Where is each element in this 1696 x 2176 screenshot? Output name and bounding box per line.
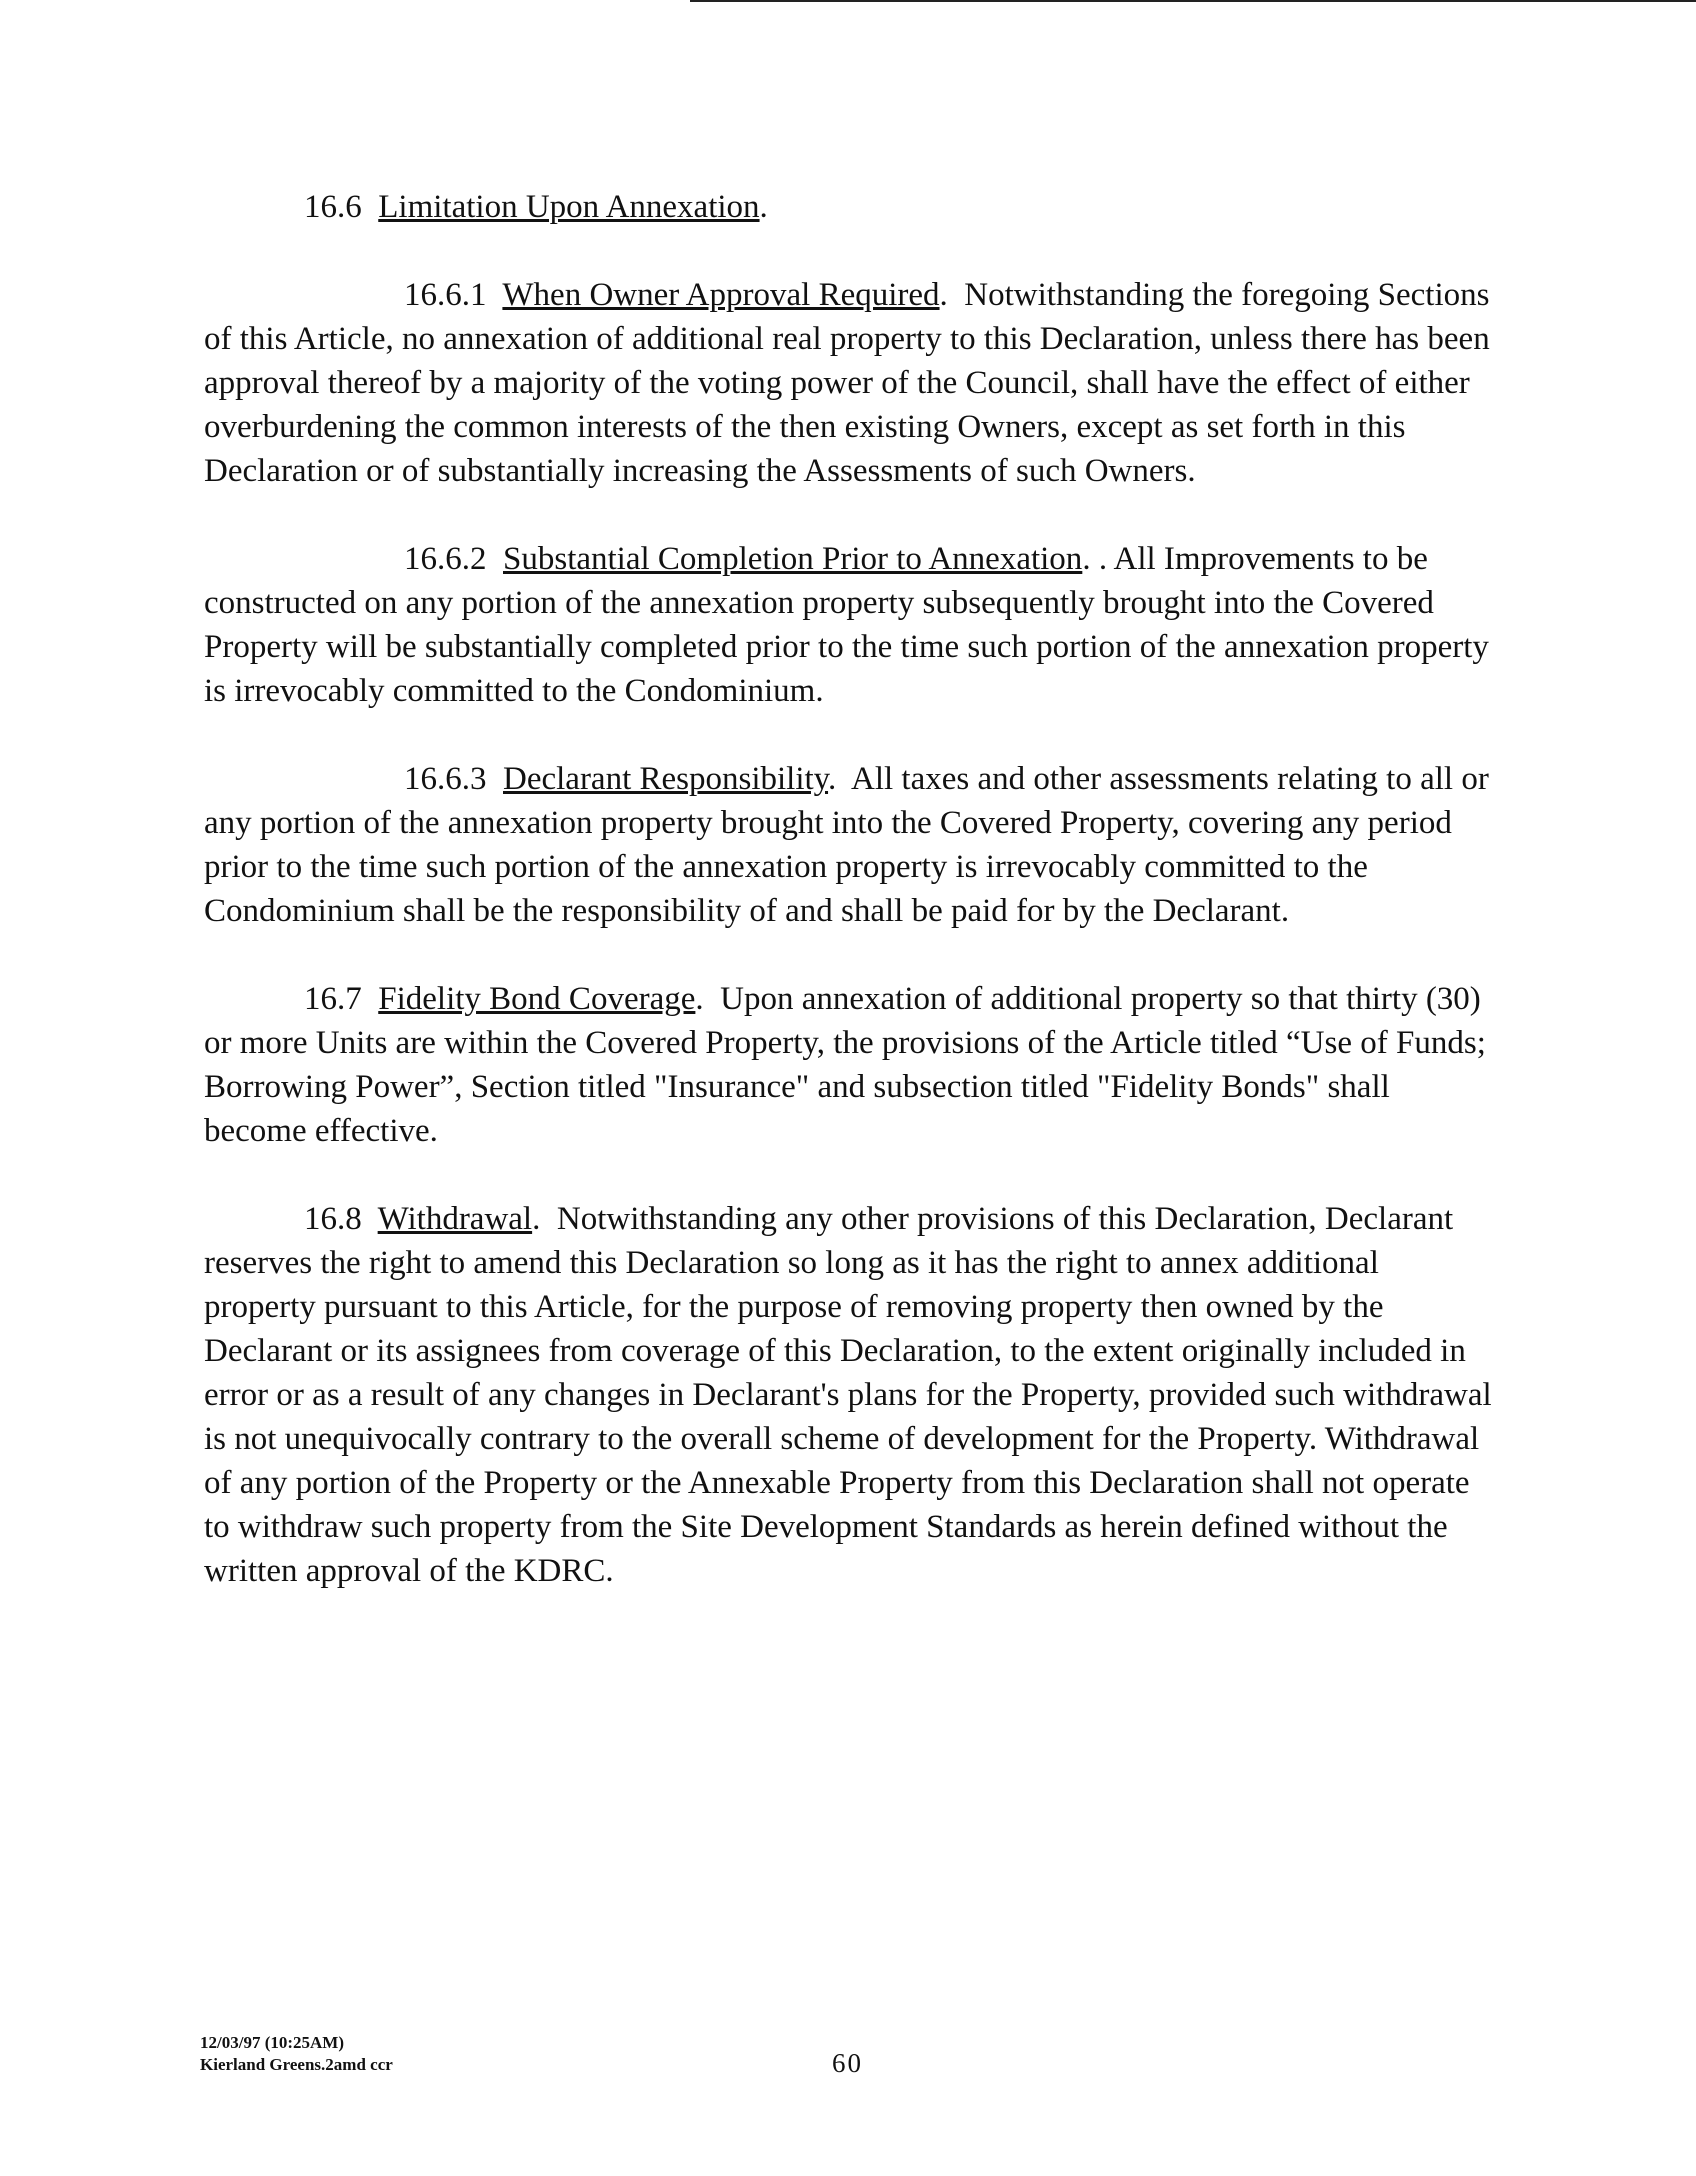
footer-date-stamp: 12/03/97 (10:25AM) [200,2033,345,2052]
section-16-6-1 [204,273,1496,493]
section-title-punctuation: . [759,189,768,225]
page-number: 60 [832,2048,863,2078]
section-number: 16.8 [304,1201,362,1237]
section-title-punctuation: . [532,1201,541,1237]
section-title-punctuation: . [695,981,704,1017]
section-16-8 [204,1197,1496,1593]
section-number: 16.6.1 [404,277,487,313]
section-body: Notwithstanding the foregoing Sections of this Article, no annexation of additional real property to this Declaration, unless there has been approval thereof by a majority of the voting power of the Council, shall have the effect of either overburdening the common interests of the then existing Owners, except as set forth in this Declaration or of substantially increasing the Assessments of such Owners. [204,277,1490,489]
footer-file-info [200,2032,393,2076]
section-16-6 [304,185,1496,229]
top-border-line [690,0,1696,2]
section-title-punctuation: . [939,277,948,313]
section-16-6-2 [204,537,1496,713]
section-number: 16.6.2 [404,541,487,577]
section-body: All Improvements to be constructed on any portion of the annexation property subsequently brought into the Covered Property will be substantially completed prior to the time such portion of the annexation property is irrevocably committed to the Condominium. [204,541,1489,709]
section-title: Withdrawal [377,1201,533,1237]
document-body [204,185,1496,1593]
section-title: Substantial Completion Prior to Annexation [503,541,1083,577]
section-body: Notwithstanding any other provisions of this Declaration, Declarant reserves the right to amend this Declaration so long as it has the right to annex additional property pursuant to this Article, for the purpose of removing property then owned by the Declarant or its assignees from coverage of this Declaration, to the extent originally included in error or as a result of any changes in Declarant's plans for the Property, provided such withdrawal is not unequivocally contrary to the overall scheme of development for the Property. Withdrawal of any portion of the Property or the Annexable Property from this Declaration shall not operate to withdraw such property from the Site Development Standards as herein defined without the written approval of the KDRC. [204,1201,1492,1589]
section-body: All taxes and other assessments relating to all or any portion of the annexation property brought into the Covered Property, covering any period prior to the time such portion of the annexation property is irrevocably committed to the Condominium shall be the responsibility of and shall be paid for by the Declarant. [204,761,1489,929]
section-title-punctuation: . . [1082,541,1108,577]
section-number: 16.6.3 [404,761,487,797]
section-number: 16.7 [304,981,362,1017]
section-title: When Owner Approval Required [502,277,940,313]
section-body: Upon annexation of additional property so that thirty (30) or more Units are within the Covered Property, the provisions of the Article titled “Use of Funds; Borrowing Power”, Section titled "Insurance" and subsection titled "Fidelity Bonds" shall become effective. [204,981,1486,1149]
section-16-7 [204,977,1496,1153]
footer-file-name: Kierland Greens.2amd ccr [200,2055,393,2074]
section-title-punctuation: . [828,761,837,797]
section-title: Fidelity Bond Coverage [378,981,696,1017]
section-number: 16.6 [304,189,362,225]
section-16-6-3 [204,757,1496,933]
section-title: Declarant Responsibility [503,761,829,797]
section-title: Limitation Upon Annexation [378,189,760,225]
